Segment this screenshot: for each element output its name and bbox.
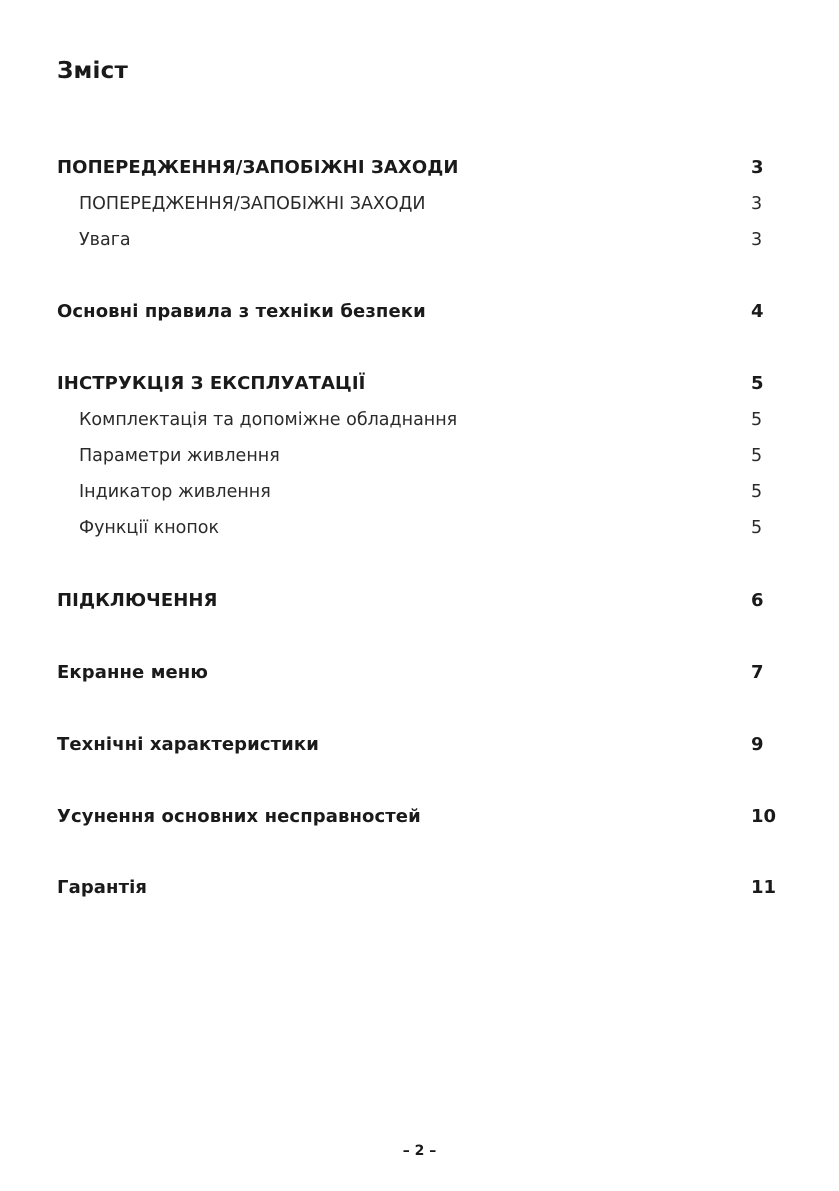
toc-entry-page: 5 <box>751 373 764 394</box>
toc-subentry-button-functions[interactable] <box>0 514 839 542</box>
toc-entry-title: Параметри живлення <box>79 446 280 466</box>
toc-subentry-power-parameters[interactable] <box>0 442 839 470</box>
toc-entry-page: 4 <box>751 301 764 322</box>
toc-entry-title: ПОПЕРЕДЖЕННЯ/ЗАПОБІЖНІ ЗАХОДИ <box>79 194 426 214</box>
toc-entry-title: ПОПЕРЕДЖЕННЯ/ЗАПОБІЖНІ ЗАХОДИ <box>57 157 459 178</box>
toc-entry-title: ПІДКЛЮЧЕННЯ <box>57 590 218 611</box>
toc-entry-page: 3 <box>751 230 763 250</box>
toc-subentry-warnings[interactable] <box>0 190 839 218</box>
page-number: – 2 – <box>402 1143 437 1159</box>
toc-entry-page: 11 <box>751 877 777 898</box>
toc-entry-warranty[interactable] <box>0 874 839 902</box>
toc-entry-page: 3 <box>751 157 764 178</box>
toc-entry-troubleshooting[interactable] <box>0 803 839 831</box>
toc-entry-page: 10 <box>751 806 777 827</box>
toc-entry-safety-rules[interactable] <box>0 298 839 326</box>
toc-subentry-attention[interactable] <box>0 226 839 254</box>
toc-entry-specifications[interactable] <box>0 731 839 759</box>
toc-entry-page: 5 <box>751 518 763 538</box>
toc-entry-title: ІНСТРУКЦІЯ З ЕКСПЛУАТАЦІЇ <box>57 373 366 394</box>
toc-entry-page: 6 <box>751 590 764 611</box>
toc-entry-osd-menu[interactable] <box>0 659 839 687</box>
toc-entry-title: Індикатор живлення <box>79 482 271 502</box>
toc-subentry-package-contents[interactable] <box>0 406 839 434</box>
toc-entry-title: Основні правила з техніки безпеки <box>57 301 426 322</box>
toc-entry-title: Усунення основних несправностей <box>57 806 421 827</box>
toc-entry-page: 5 <box>751 482 763 502</box>
toc-entry-title: Гарантія <box>57 877 148 898</box>
toc-entry-title: Екранне меню <box>57 662 208 683</box>
toc-entry-title: Функції кнопок <box>79 518 220 538</box>
toc-entry-page: 5 <box>751 410 763 430</box>
toc-entry-page: 3 <box>751 194 763 214</box>
toc-entry-connection[interactable] <box>0 587 839 615</box>
toc-entry-instructions[interactable] <box>0 370 839 398</box>
toc-entry-title: Технічні характеристики <box>57 734 319 755</box>
toc-entry-page: 5 <box>751 446 763 466</box>
toc-entry-warnings[interactable] <box>0 154 839 182</box>
toc-entry-page: 7 <box>751 662 764 683</box>
toc-entry-title: Комплектація та допоміжне обладнання <box>79 410 458 430</box>
page-title: Зміст <box>57 58 128 84</box>
toc-subentry-power-indicator[interactable] <box>0 478 839 506</box>
toc-entry-page: 9 <box>751 734 764 755</box>
toc-entry-title: Увага <box>79 230 131 250</box>
